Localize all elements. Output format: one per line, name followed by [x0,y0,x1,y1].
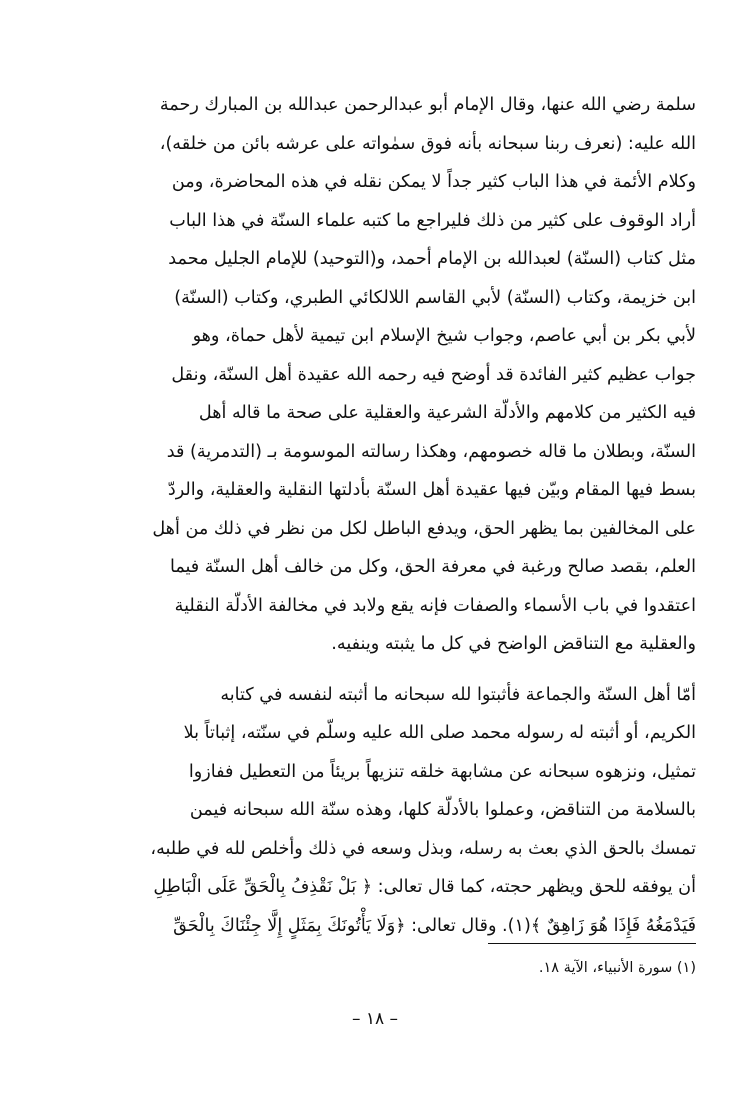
text-line: ابن خزيمة، وكتاب (السنّة) لأبي القاسم اللالكائي الطبري، وكتاب (السنّة) [174,287,696,308]
paragraph-2 [56,676,696,946]
paragraph-1 [56,86,696,664]
text-line: والعقلية مع التناقض الواضح في كل ما يثبته وينفيه. [331,634,696,654]
text-line: أراد الوقوف على كثير من ذلك فليراجع ما كتبه علماء السنّة في هذا الباب [169,210,696,231]
body-text [56,86,696,945]
text-line: بسط فيها المقام وبيّن فيها عقيدة أهل السنّة بأدلتها النقلية والعقلية، والردّ [167,480,696,500]
text-line: تمسك بالحق الذي بعث به رسله، وبذل وسعه في ذلك وأخلص لله في طلبه، [150,838,696,859]
text-line: على المخالفين بما يظهر الحق، ويدفع الباطل لكل من نظر في ذلك من أهل [152,518,696,539]
text-line: جواب عظيم كثير الفائدة قد أوضح فيه رحمه الله عقيدة أهل السنّة، ونقل [171,364,696,385]
text-line: سلمة رضي الله عنها، وقال الإمام أبو عبدالرحمن عبدالله بن المبارك رحمة [159,95,696,115]
text-line: فَيَدْمَغُهُ فَإِذَا هُوَ زَاهِقٌ ﴾(١). وقال تعالى: ﴿وَلَا يَأْتُونَكَ بِمَثَلٍ إِلَّا جِئْنَاكَ بِالْحَقِّ [173,915,696,936]
text-line: اعتقدوا في باب الأسماء والصفات فإنه يقع ولابد في مخالفة الأدلّة النقلية [174,595,696,616]
text-line: أمّا أهل السنّة والجماعة فأثبتوا لله سبحانه ما أثبته لنفسه في كتابه [220,684,696,705]
text-line: وكلام الأئمة في هذا الباب كثير جداً لا يمكن نقله في هذه المحاضرة، ومن [171,172,696,192]
text-line: العلم، بقصد صالح ورغبة في معرفة الحق، وكل من خالف أهل السنّة فيما [169,557,696,577]
page-number: – ١٨ – [351,1009,399,1029]
text-line: أن يوفقه للحق ويظهر حجته، كما قال تعالى: ﴿ بَلْ نَقْذِفُ بِالْحَقِّ عَلَى الْبَاطِلِ [153,877,696,897]
text-line: الكريم، أو أثبته له رسوله محمد صلى الله عليه وسلّم في سنّته، إثباتاً بلا [183,723,696,743]
text-line: تمثيل، ونزهوه سبحانه عن مشابهة خلقه تنزيهاً بريئاً من التعطيل ففازوا [188,761,696,782]
text-line: لأبي بكر بن أبي عاصم، وجواب شيخ الإسلام ابن تيمية لأهل حماة، وهو [192,326,696,346]
text-line: السنّة، وبطلان ما قاله خصومهم، وهكذا رسالته الموسومة بـ (التدمرية) قد [166,441,696,462]
text-line: فيه الكثير من كلامهم والأدلّة الشرعية والعقلية على صحة ما قاله أهل [198,403,696,423]
text-line: مثل كتاب (السنّة) لعبدالله بن الإمام أحمد، و(التوحيد) للإمام الجليل محمد [168,249,696,269]
footnote: (١) سورة الأنبياء، الآية ١٨. [538,960,696,976]
text-line: الله عليه: (نعرف ربنا سبحانه بأنه فوق سمٰواته على عرشه بائن من خلقه)، [159,133,696,154]
text-line: بالسلامة من التناقض، وعملوا بالأدلّة كلها، وهذه سنّة الله سبحانه فيمن [189,800,696,820]
footnote-divider [488,943,696,944]
